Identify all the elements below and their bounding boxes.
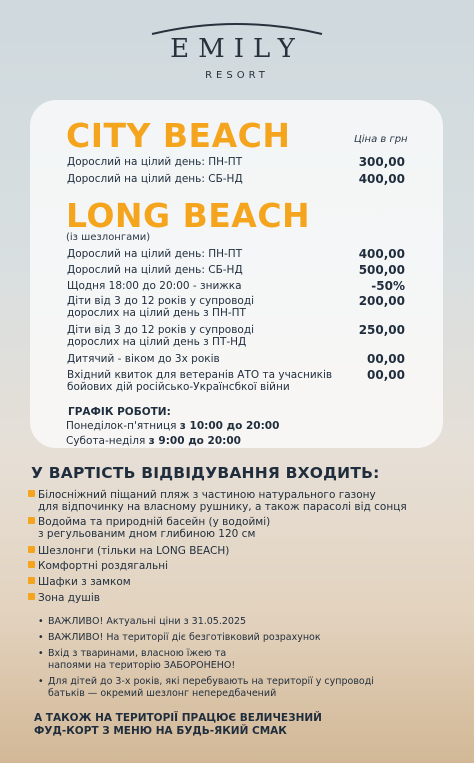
schedule-weekdays [66,420,279,432]
price-row-value: 00,00 [367,352,405,366]
price-row-value: -50% [371,279,405,293]
price-row-value: 00,00 [367,368,405,382]
note-item: • ВАЖЛИВО! На території діє безготівковий розрахунок [38,632,321,643]
long-beach-title: LONG BEACH [66,196,311,235]
bullet-icon [28,561,35,568]
footer-text: А ТАКОЖ НА ТЕРИТОРІЇ ПРАЦЮЄ ВЕЛИЧЕЗНИЙ ФУД-КОРТ З МЕНЮ НА БУДЬ-ЯКИЙ СМАК [34,712,322,737]
bullet-icon [28,593,35,600]
city-beach-title: CITY BEACH [66,116,291,155]
schedule-weekend-label: Субота-неділя [66,435,146,447]
dot-icon: • [38,676,44,687]
bullet-icon [28,577,35,584]
dot-icon: • [38,616,44,627]
feature-item: Комфортні роздягальні [38,560,168,572]
note-item: • Для дітей до 3-х років, які перебувають на території у супроводі батьків — окремий шезлонг непередбачений [38,676,374,699]
bullet-icon [28,490,35,497]
feature-item: Білосніжний піщаний пляж з частиною натурального газону для відпочинку на власному рушнику, а також парасолі від сонця [38,489,407,513]
price-row-label: Дорослий на цілий день: СБ-НД [67,173,243,185]
brand-name: EMILY [170,34,304,64]
note-item: • Вхід з тваринами, власною їжею та напоями на територію ЗАБОРОНЕНО! [38,648,236,671]
price-currency-note: Ціна в грн [354,134,408,145]
feature-item: Зона душів [38,592,100,604]
dot-icon: • [38,648,44,659]
price-row-value: 300,00 [358,155,405,169]
long-beach-note: (із шезлонгами) [66,232,151,243]
feature-item: Шезлонги (тільки на LONG BEACH) [38,545,229,557]
price-row-label: Щодня 18:00 до 20:00 - знижка [67,280,242,292]
feature-item: Водойма та природній басейн (у водоймі) з регульованим дном глибиною 120 см [38,516,270,540]
price-row-value: 500,00 [358,263,405,277]
price-row-label: Діти від 3 до 12 років у супроводі дорослих на цілий день з ПТ-НД [67,324,254,348]
price-row-value: 200,00 [358,294,405,308]
includes-title: У ВАРТІСТЬ ВІДВІДУВАННЯ ВХОДИТЬ: [31,464,380,482]
price-row-label: Дитячий - віком до 3х років [67,353,220,365]
schedule-weekdays-label: Понеділок-п'ятниця [66,420,177,432]
bullet-icon [28,517,35,524]
price-row-value: 400,00 [358,172,405,186]
price-row-value: 400,00 [358,247,405,261]
price-row-label: Дорослий на цілий день: ПН-ПТ [67,248,243,260]
schedule-weekend [66,435,241,447]
schedule-title: ГРАФІК РОБОТИ: [68,406,171,418]
note-item: • ВАЖЛИВО! Актуальні ціни з 31.05.2025 [38,616,247,627]
dot-icon: • [38,632,44,643]
price-row-value: 250,00 [358,323,405,337]
price-row-label: Дорослий на цілий день: СБ-НД [67,264,243,276]
brand-subtitle: RESORT [205,70,269,81]
price-row-label: Діти від 3 до 12 років у супроводі дорослих на цілий день з ПН-ПТ [67,295,254,319]
price-row-label: Вхідний квиток для ветеранів АТО та учасників бойових дій російсько-Українсбкої війни [67,369,333,393]
feature-item: Шафки з замком [38,576,131,588]
schedule-weekdays-hours: з 10:00 до 20:00 [179,420,280,432]
schedule-weekend-hours: з 9:00 до 20:00 [148,435,241,447]
price-row-label: Дорослий на цілий день: ПН-ПТ [67,156,243,168]
bullet-icon [28,546,35,553]
